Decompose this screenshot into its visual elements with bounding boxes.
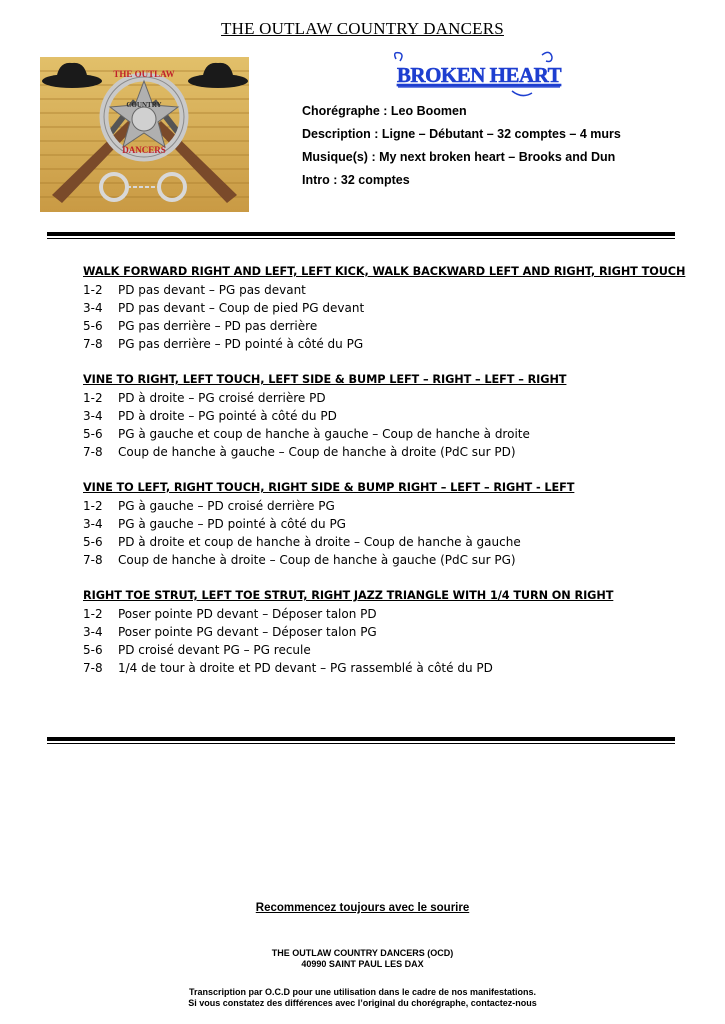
step-count: 3-4 [83,517,103,531]
step-count: 3-4 [83,625,103,639]
step-text: PG pas derrière – PD pas derrière [118,319,318,333]
step-count: 7-8 [83,445,103,459]
step-text: PG pas derrière – PD pointé à côté du PG [118,337,364,351]
step-count: 1-2 [83,391,103,405]
step-count: 5-6 [83,319,103,333]
description: Description : Ligne – Débutant – 32 comptes – 4 murs [302,127,621,141]
section-4 [83,586,693,677]
step-row [83,299,693,317]
step-row [83,407,693,425]
step-row [83,425,693,443]
step-count: 1-2 [83,283,103,297]
step-row [83,641,693,659]
dance-info [302,100,621,192]
step-count: 5-6 [83,427,103,441]
section-3 [83,478,693,569]
footer-org [0,948,725,970]
step-count: 7-8 [83,553,103,567]
intro: Intro : 32 comptes [302,173,410,187]
club-logo [40,57,249,212]
step-text: PG à gauche – PD croisé derrière PG [118,499,335,513]
flourish-bottom-icon [512,91,532,96]
footer-org-name: THE OUTLAW COUNTRY DANCERS (OCD) [271,948,454,958]
step-row [83,623,693,641]
footer-note-line2: Si vous constatez des différences avec l’original du chorégraphe, contactez-nous [188,998,537,1008]
section-2 [83,370,693,461]
logo-line3: DANCERS [122,145,166,155]
music: Musique(s) : My next broken heart – Brooks and Dun [302,150,616,164]
step-text: Coup de hanche à gauche – Coup de hanche à droite (PdC sur PD) [118,445,516,459]
step-text: Poser pointe PG devant – Déposer talon PG [118,625,377,639]
step-text: PD à droite et coup de hanche à droite – Coup de hanche à gauche [118,535,521,549]
step-text: PD pas devant – Coup de pied PG devant [118,301,365,315]
footer-note [0,987,725,1009]
choreographer: Chorégraphe : Leo Boomen [302,104,467,118]
step-row [83,659,693,677]
step-count: 1-2 [83,607,103,621]
step-text: Poser pointe PD devant – Déposer talon PD [118,607,377,621]
step-row [83,551,693,569]
step-row [83,281,693,299]
step-row [83,605,693,623]
dance-title [392,51,566,99]
step-count: 7-8 [83,661,103,675]
footer-org-address: 40990 SAINT PAUL LES DAX [301,959,424,969]
divider-bottom [47,737,675,744]
org-title: THE OUTLAW COUNTRY DANCERS [221,19,504,38]
step-count: 3-4 [83,409,103,423]
section-title: VINE TO LEFT, RIGHT TOUCH, RIGHT SIDE & BUMP RIGHT – LEFT – RIGHT - LEFT [83,481,575,494]
section-1 [83,262,693,353]
section-title: WALK FORWARD RIGHT AND LEFT, LEFT KICK, WALK BACKWARD LEFT AND RIGHT, RIGHT TOUCH [83,265,686,278]
divider-top [47,232,675,239]
step-count: 5-6 [83,643,103,657]
step-sheet [83,262,693,694]
step-row [83,335,693,353]
logo-line1: THE OUTLAW [113,69,175,79]
step-count: 3-4 [83,301,103,315]
step-row [83,515,693,533]
step-count: 1-2 [83,499,103,513]
step-row [83,317,693,335]
footer-note-line1: Transcription par O.C.D pour une utilisation dans le cadre de nos manifestations. [188,987,537,997]
step-row [83,443,693,461]
step-row [83,497,693,515]
step-text: 1/4 de tour à droite et PD devant – PG rassemblé à côté du PD [118,661,493,675]
step-text: PD à droite – PG croisé derrière PD [118,391,326,405]
step-text: PD à droite – PG pointé à côté du PD [118,409,337,423]
footer-motto: Recommencez toujours avec le sourire [255,902,470,914]
step-count: 7-8 [83,337,103,351]
dance-title-text: BROKEN HEART [396,63,562,87]
step-text: PD pas devant – PG pas devant [118,283,306,297]
section-title: VINE TO RIGHT, LEFT TOUCH, LEFT SIDE & BUMP LEFT – RIGHT – LEFT – RIGHT [83,373,567,386]
step-text: PG à gauche – PD pointé à côté du PG [118,517,346,531]
step-row [83,389,693,407]
flourish-top-right-icon [542,52,552,61]
flourish-left-icon [395,53,402,61]
section-title: RIGHT TOE STRUT, LEFT TOE STRUT, RIGHT JAZZ TRIANGLE WITH 1/4 TURN ON RIGHT [83,589,614,602]
step-row [83,533,693,551]
step-text: Coup de hanche à droite – Coup de hanche à gauche (PdC sur PG) [118,553,516,567]
step-text: PD croisé devant PG – PG recule [118,643,311,657]
step-text: PG à gauche et coup de hanche à gauche – Coup de hanche à droite [118,427,530,441]
step-count: 5-6 [83,535,103,549]
logo-line2: COUNTRY [126,101,162,109]
